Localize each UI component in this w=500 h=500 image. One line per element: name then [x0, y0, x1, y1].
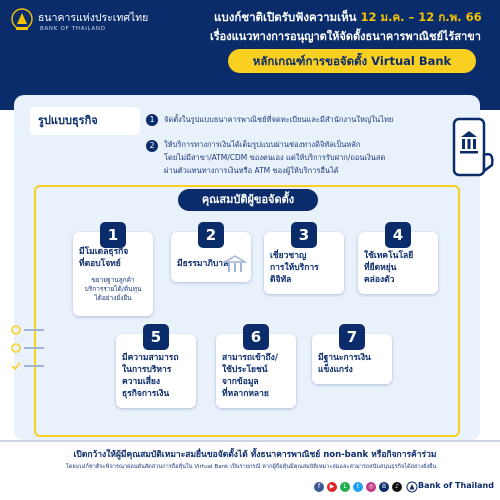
- qualification-card: 4 ใช้เทคโนโลยี ที่ยืดหยุ่น คล่องตัว: [358, 232, 438, 294]
- building-icon: [223, 254, 247, 276]
- qualification-card: 6 สามารถเข้าถึง/ ใช้ประโยชน์ จากข้อมูล ที่หลากหลาย: [216, 334, 296, 408]
- qualification-card: 5 มีความสามารถ ในการบริหาร ความเสี่ยง ธุรกิจการเงิน: [116, 334, 196, 408]
- checklist-icon: [6, 320, 50, 380]
- qualification-card: 7 มีฐานะการเงิน แข็งแกร่ง: [312, 334, 392, 384]
- headline-line-2: เรื่องแนวทางการอนุญาตให้จัดตั้งธนาคารพาณิชย์ไร้สาขา: [210, 30, 481, 43]
- date-range: 12 ม.ค. – 12 ก.พ. 66: [360, 10, 482, 24]
- qualification-card: 2 มีธรรมาภิบาล: [171, 232, 251, 282]
- facebook-icon[interactable]: f: [314, 482, 324, 492]
- bot-emblem-icon: [406, 481, 418, 493]
- youtube-icon[interactable]: ▶: [327, 482, 337, 492]
- topic-pill: หลักเกณฑ์การขอจัดตั้ง Virtual Bank: [228, 49, 476, 73]
- qualification-number: 4: [385, 222, 411, 248]
- instagram-icon[interactable]: ◎: [366, 482, 376, 492]
- tiktok-icon[interactable]: ♪: [392, 482, 402, 492]
- headline-line-1: แบงก์ชาติเปิดรับฟังความเห็น 12 ม.ค. – 12 ก.พ. 66: [214, 10, 482, 24]
- qualification-number: 2: [198, 222, 224, 248]
- qualification-number: 5: [143, 324, 169, 350]
- qualification-card: 3 เชี่ยวชาญ การให้บริการ ดิจิทัล: [264, 232, 344, 294]
- bullet-number: 2: [146, 140, 158, 152]
- bot-emblem-icon: [10, 8, 34, 34]
- bullet-number: 1: [146, 114, 158, 126]
- qualifications-title: คุณสมบัติผู้ขอจัดตั้ง: [178, 189, 318, 211]
- footer-note: โดยแบงก์ชาติจะพิจารณาผ่อนผันสัดส่วนการถือหุ้นใน Virtual Bank เป็นรายกรณี หากผู้ถือหุ้นมีคุณสมบัติเหมาะสมและสามารถสนับสนุนธุรกิจได้อย่างยั่งยืน: [65, 464, 437, 470]
- qualification-number: 3: [291, 222, 317, 248]
- business-model-item-1: จัดตั้งในรูปแบบธนาคารพาณิชย์ที่จดทะเบียนและมีสำนักงานใหญ่ในไทย: [164, 115, 394, 124]
- line-icon[interactable]: L: [340, 482, 350, 492]
- business-model-item-2: ให้บริการทางการเงินได้เต็มรูปแบบผ่านช่องทางดิจิทัลเป็นหลัก โดยไม่มีสาขา/ATM/CDM ของตนเอง แต่ให้บริการรับฝาก/ถอนเงินสด ผ่านตัวแทนทางการเงินหรือ ATM ของผู้ให้บริการอื่นได้: [164, 140, 386, 175]
- footer-divider: [0, 440, 500, 442]
- mobile-bank-icon: [448, 115, 496, 181]
- org-name-english: BANK OF THAILAND: [40, 26, 106, 32]
- qualification-number: 7: [339, 324, 365, 350]
- business-model-label: รูปแบบธุรกิจ: [30, 107, 140, 135]
- blockdit-icon[interactable]: B: [379, 482, 389, 492]
- twitter-icon[interactable]: t: [353, 482, 363, 492]
- org-name-thai: ธนาคารแห่งประเทศไทย: [38, 12, 149, 24]
- qualification-number: 1: [100, 222, 126, 248]
- footer-headline: เปิดกว้างให้ผู้มีคุณสมบัติเหมาะสมยื่นขอจัดตั้งได้ ทั้งธนาคารพาณิชย์ non-bank หรือกิจการค้าร่วม: [73, 450, 437, 460]
- qualification-card: 1 มีโมเดลธุรกิจ ที่ตอบโจทย์ ขยายฐานลูกค้า บริการรายได้/ต้นทุน ได้อย่างยั่งยืน: [73, 232, 153, 316]
- footer-brand: Bank of Thailand: [418, 481, 494, 490]
- qualification-number: 6: [243, 324, 269, 350]
